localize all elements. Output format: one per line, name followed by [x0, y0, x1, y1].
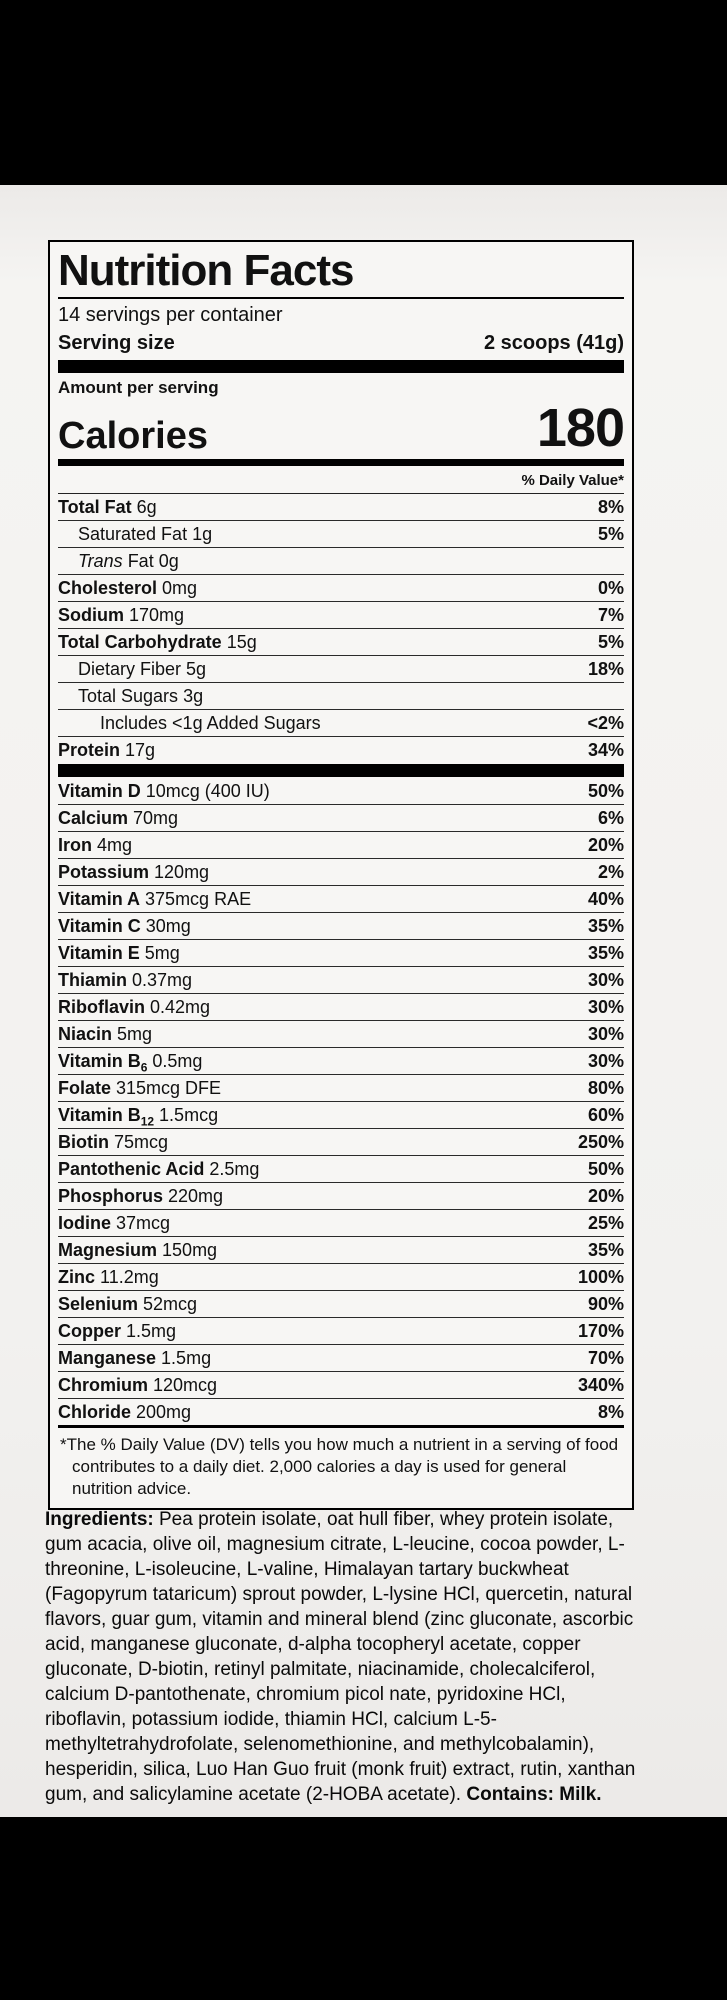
- nutrient-name-amount: Folate 315mcg DFE: [58, 1078, 222, 1098]
- nutrient-row: [58, 736, 624, 763]
- panel-title: Nutrition Facts: [58, 246, 354, 295]
- nutrient-row: [58, 939, 624, 966]
- amount-per-serving-label: Amount per serving: [58, 378, 219, 397]
- daily-value-percent: 8%: [597, 1402, 624, 1422]
- nutrient-name-amount: Vitamin $B_6$ 0.5mg: [58, 1051, 203, 1075]
- micronutrient-rows: [58, 778, 624, 1425]
- nutrient-row: [58, 520, 624, 547]
- daily-value-percent: 100%: [577, 1267, 624, 1287]
- nutrient-row: [58, 993, 624, 1020]
- daily-value-percent: 30%: [587, 1024, 624, 1044]
- daily-value-percent: 5%: [597, 632, 624, 652]
- nutrient-row: [58, 1290, 624, 1317]
- serving-size-value: 2 scoops (41g): [483, 332, 624, 354]
- nutrient-row: [58, 494, 624, 520]
- nutrient-row: [58, 1128, 624, 1155]
- nutrient-name-amount: Selenium 52mcg: [58, 1294, 198, 1314]
- nutrient-name-amount: Dietary Fiber 5g: [78, 659, 207, 679]
- daily-value-percent: 2%: [597, 862, 624, 882]
- nutrient-name-amount: Phosphorus 220mg: [58, 1186, 224, 1206]
- nutrient-row: [58, 1020, 624, 1047]
- nutrient-row: [58, 1317, 624, 1344]
- nutrient-name-amount: Potassium 120mg: [58, 862, 210, 882]
- nutrient-name-amount: Vitamin $B_{12}$ 1.5mcg: [58, 1105, 219, 1129]
- nutrient-row: [58, 858, 624, 885]
- nutrient-row: [58, 655, 624, 682]
- servings-per-container: 14 servings per container: [58, 304, 283, 326]
- daily-value-percent: 35%: [587, 916, 624, 936]
- nutrient-row: [58, 1209, 624, 1236]
- nutrient-name-amount: Calcium 70mg: [58, 808, 179, 828]
- nutrient-name-amount: Trans Fat 0g: [78, 551, 179, 571]
- calories-label: Calories: [58, 415, 208, 457]
- calories-value: 180: [536, 398, 624, 458]
- nutrient-row: [58, 1398, 624, 1425]
- calories-row: [58, 399, 624, 459]
- daily-value-percent: 34%: [587, 740, 624, 760]
- daily-value-percent: 30%: [587, 970, 624, 990]
- nutrient-name-amount: Saturated Fat 1g: [78, 524, 213, 544]
- daily-value-percent: 170%: [577, 1321, 624, 1341]
- nutrient-row: [58, 1344, 624, 1371]
- nutrient-name-amount: Iron 4mg: [58, 835, 133, 855]
- nutrient-row: [58, 831, 624, 858]
- nutrient-name-amount: Manganese 1.5mg: [58, 1348, 212, 1368]
- protein-micro-divider: [58, 764, 624, 777]
- nutrient-name-amount: Sodium 170mg: [58, 605, 185, 625]
- nutrient-row: [58, 547, 624, 574]
- nutrient-row: [58, 966, 624, 993]
- nutrient-name-amount: Chloride 200mg: [58, 1402, 192, 1422]
- daily-value-percent: 20%: [587, 835, 624, 855]
- nutrient-name-amount: Biotin 75mcg: [58, 1132, 169, 1152]
- nutrient-row: [58, 885, 624, 912]
- daily-value-footnote: *The % Daily Value (DV) tells you how much a nutrient in a serving of food contributes to a daily diet. 2,000 calories a day is used for general nutrition advice.: [60, 1435, 619, 1498]
- serving-size-row: [58, 329, 624, 357]
- daily-value-percent: 60%: [587, 1105, 624, 1125]
- title-divider: [58, 297, 624, 299]
- nutrient-row: [58, 912, 624, 939]
- nutrient-row: [58, 1371, 624, 1398]
- nutrient-row: [58, 1101, 624, 1128]
- nutrient-row: [58, 1236, 624, 1263]
- nutrient-name-amount: Iodine 37mcg: [58, 1213, 171, 1233]
- nutrient-row: [58, 709, 624, 736]
- nutrient-name-amount: Vitamin D 10mcg (400 IU): [58, 781, 270, 801]
- nutrient-row: [58, 601, 624, 628]
- nutrient-name-amount: Zinc 11.2mg: [58, 1267, 159, 1287]
- nutrient-row: [58, 1047, 624, 1074]
- pouch-background: [0, 185, 727, 1817]
- daily-value-percent: 30%: [587, 1051, 624, 1071]
- daily-value-percent: 8%: [597, 497, 624, 517]
- daily-value-percent: 0%: [597, 578, 624, 598]
- nutrient-name-amount: Pantothenic Acid 2.5mg: [58, 1159, 260, 1179]
- nutrient-row: [58, 778, 624, 804]
- daily-value-percent: 340%: [577, 1375, 624, 1395]
- ingredients-text: Pea protein isolate, oat hull fiber, whey protein isolate, gum acacia, olive oil, magnesium citrate, L-leucine, cocoa powder, L-threonine, L-isoleucine, L-valine, Himalayan tartary buckwheat (Fagopyrum tataricum) sprout powder, L-lysine HCl, quercetin, natural flavors, guar gum, vitamin and mineral blend (zinc gluconate, ascorbic acid, manganese gluconate, d-alpha tocopheryl acetate, copper gluconate, D-biotin, retinyl palmitate, niacinamide, cholecalciferol, calcium D-pantothenate, chromium picol nate, pyridoxine HCl, riboflavin, potassium iodide, thiamin HCl, calcium L-5-methyltetrahydrofolate, selenomethionine, and methylcobalamin), hesperidin, silica, Luo Han Guo fruit (monk fruit) extract, rutin, xanthan gum, and salicylamine acetate (2-HOBA acetate).: [45, 1509, 636, 1805]
- daily-value-percent: 90%: [587, 1294, 624, 1314]
- daily-value-percent: 40%: [587, 889, 624, 909]
- daily-value-percent: 50%: [587, 1159, 624, 1179]
- nutrient-name-amount: Chromium 120mcg: [58, 1375, 218, 1395]
- nutrient-name-amount: Vitamin E 5mg: [58, 943, 180, 963]
- nutrient-name-amount: Total Fat 6g: [58, 497, 157, 517]
- ingredients-paragraph: [45, 1507, 643, 1807]
- daily-value-percent: 250%: [577, 1132, 624, 1152]
- daily-value-percent: 70%: [587, 1348, 624, 1368]
- nutrient-name-amount: Magnesium 150mg: [58, 1240, 218, 1260]
- nutrient-row: [58, 1074, 624, 1101]
- nutrient-name-amount: Total Carbohydrate 15g: [58, 632, 257, 652]
- nutrient-row: [58, 1182, 624, 1209]
- daily-value-percent: 50%: [587, 781, 624, 801]
- nutrient-name-amount: Vitamin C 30mg: [58, 916, 191, 936]
- daily-value-percent: 5%: [597, 524, 624, 544]
- daily-value-percent: <2%: [587, 713, 624, 733]
- nutrient-name-amount: Copper 1.5mg: [58, 1321, 177, 1341]
- daily-value-percent: 7%: [597, 605, 624, 625]
- daily-value-percent: 80%: [587, 1078, 624, 1098]
- ingredients-label: Ingredients:: [45, 1509, 154, 1530]
- daily-value-percent: 35%: [587, 1240, 624, 1260]
- nutrient-row: [58, 628, 624, 655]
- nutrient-name-amount: Total Sugars 3g: [78, 686, 204, 706]
- daily-value-percent: 35%: [587, 943, 624, 963]
- section-divider-thick: [58, 360, 624, 373]
- daily-value-percent: 6%: [597, 808, 624, 828]
- nutrient-name-amount: Cholesterol 0mg: [58, 578, 198, 598]
- nutrient-row: [58, 1155, 624, 1182]
- daily-value-percent: 25%: [587, 1213, 624, 1233]
- nutrient-name-amount: Vitamin A 375mcg RAE: [58, 889, 252, 909]
- daily-value-percent: 30%: [587, 997, 624, 1017]
- daily-value-percent: 18%: [587, 659, 624, 679]
- nutrient-name-amount: Riboflavin 0.42mg: [58, 997, 211, 1017]
- nutrient-row: [58, 804, 624, 831]
- serving-size-label: Serving size: [58, 332, 175, 354]
- nutrient-name-amount: Protein 17g: [58, 740, 156, 760]
- nutrient-row: [58, 682, 624, 709]
- daily-value-percent: 20%: [587, 1186, 624, 1206]
- nutrient-row: [58, 574, 624, 601]
- nutrient-name-amount: Thiamin 0.37mg: [58, 970, 193, 990]
- nutrient-name-amount: Niacin 5mg: [58, 1024, 153, 1044]
- nutrient-row: [58, 1263, 624, 1290]
- macronutrient-rows: [58, 494, 624, 763]
- calories-divider: [58, 459, 624, 466]
- nutrition-facts-panel: [48, 240, 634, 1510]
- nutrient-name-amount: Includes <1g Added Sugars: [100, 713, 321, 733]
- daily-value-header: % Daily Value*: [58, 468, 624, 494]
- contains-statement: Contains: Milk.: [466, 1784, 602, 1805]
